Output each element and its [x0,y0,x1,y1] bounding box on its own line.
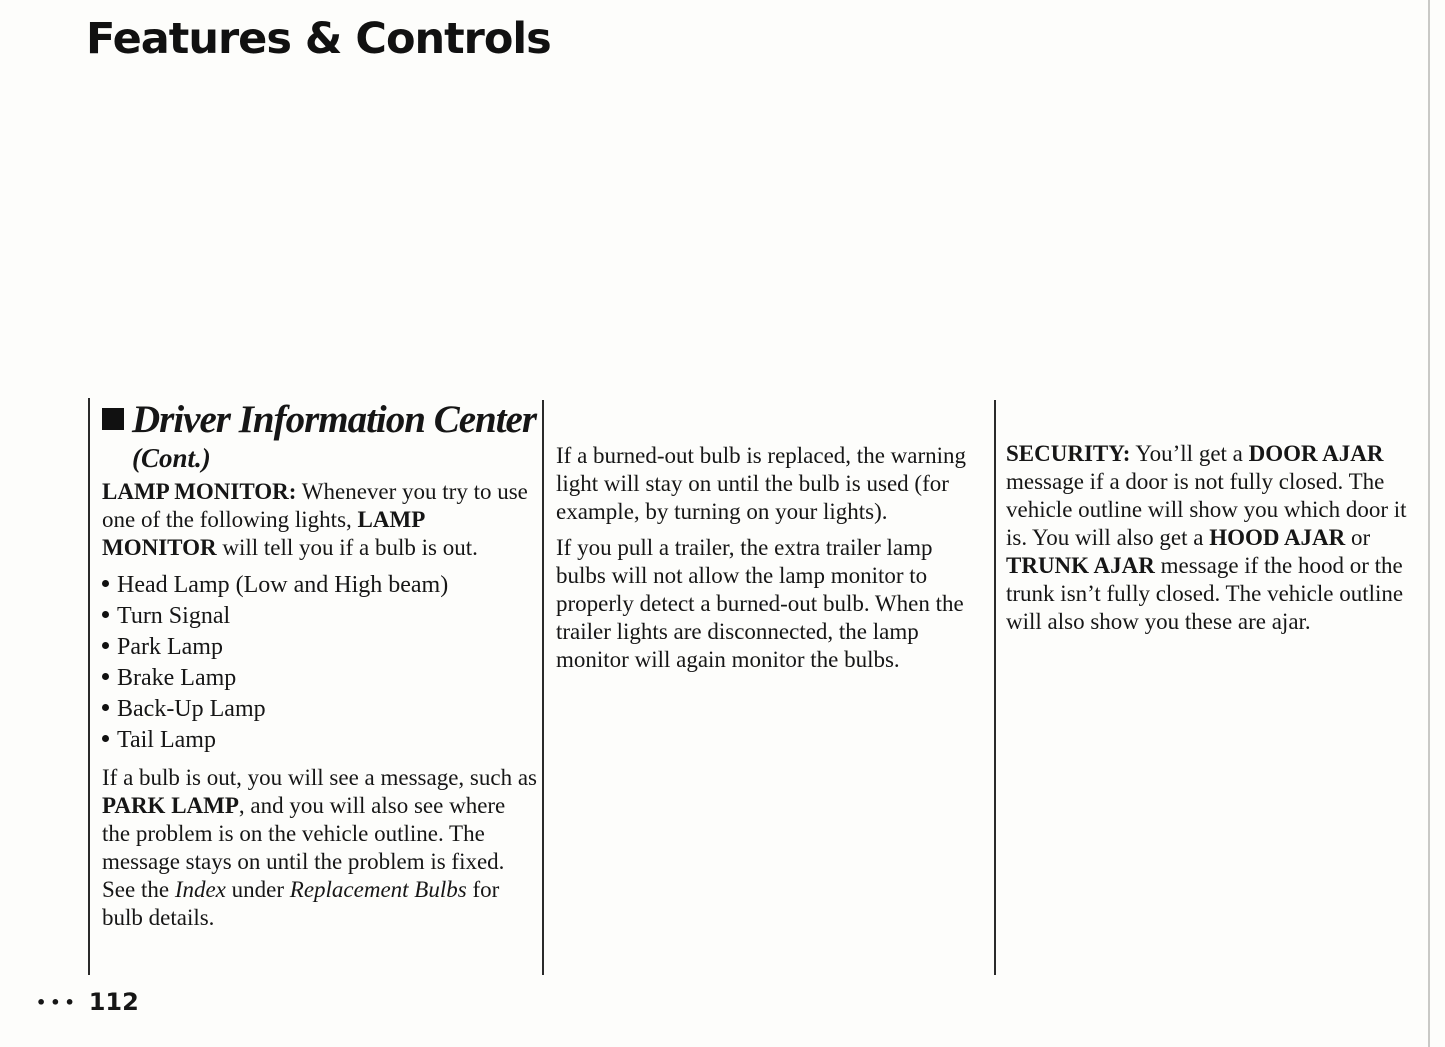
bullet-dot-icon [102,704,109,711]
column-rule-middle [542,400,544,975]
lamp-monitor-paragraph [102,478,537,562]
lamp-monitor-text-1: Whenever you try to use one of the following lights, [102,479,528,532]
bullet-dot-icon [102,580,109,587]
lamp-monitor-term: LAMP MONITOR: [102,479,297,504]
door-ajar-term: DOOR AJAR [1248,441,1384,466]
replacement-bulbs-reference: Replacement Bulbs [289,877,467,902]
bulb-out-text-1: If a bulb is out, you will see a message, such as [102,765,537,790]
list-item [102,570,537,601]
trunk-ajar-term: TRUNK AJAR [1006,553,1155,578]
list-item [102,632,537,663]
section-title-text: Driver Information Center [132,398,537,441]
section-subtitle: (Cont.) [132,443,211,473]
list-item [102,694,537,725]
page-dots-icon: ••• [36,993,79,1012]
park-lamp-term: PARK LAMP [102,793,239,818]
replaced-bulb-paragraph: If a burned-out bulb is replaced, the warning light will stay on until the bulb is used (for example, by turning on your lights). [556,443,967,524]
bulb-out-text-2: , and you will also see where the problem is on the vehicle outline. The message stays on until the problem is fixed. See the [102,793,506,902]
security-text-3: or [1345,525,1371,550]
security-text-4: message if the hood or the trunk isn’t fully closed. The vehicle outline will also show you these are ajar. [1006,553,1404,634]
index-reference: Index [174,877,226,902]
security-text-1: You’ll get a [1130,441,1249,466]
page-number [36,988,139,1016]
bulb-out-paragraph [102,764,537,932]
bullet-dot-icon [102,642,109,649]
hood-ajar-term: HOOD AJAR [1209,525,1346,550]
column-3 [1006,440,1426,644]
security-paragraph [1006,440,1426,636]
bulb-out-text-4: for bulb details. [102,877,500,930]
security-term: SECURITY: [1006,441,1131,466]
column-rule-right [994,400,996,975]
page-number-value: 112 [88,988,139,1016]
list-item-label: Turn Signal [117,603,231,629]
square-bullet-icon [102,408,124,430]
security-text-2: message if a door is not fully closed. The vehicle outline will show you which door it is. You will also get a [1006,469,1407,550]
list-item [102,663,537,694]
list-item-label: Back-Up Lamp [117,696,266,722]
lamp-monitor-term-2: LAMP MONITOR [102,507,424,560]
column-2 [556,442,981,682]
list-item [102,601,537,632]
list-item-label: Head Lamp (Low and High beam) [117,572,449,598]
column-1 [102,398,537,940]
list-item-label: Brake Lamp [117,665,237,691]
list-item-label: Park Lamp [117,634,223,660]
lamp-list [102,570,537,756]
bullet-dot-icon [102,673,109,680]
column-rule-left [88,398,90,975]
bullet-dot-icon [102,611,109,618]
page-edge [1428,0,1430,1047]
page-header-title: Features & Controls [86,14,551,64]
lamp-monitor-text-2: will tell you if a bulb is out. [216,535,478,560]
list-item [102,725,537,756]
trailer-paragraph: If you pull a trailer, the extra trailer lamp bulbs will not allow the lamp monitor to properly detect a burned-out bulb. When the trailer lights are disconnected, the lamp monitor will again monitor the bulbs. [556,535,964,672]
section-title [102,398,537,442]
bulb-out-text-3: under [225,877,290,902]
list-item-label: Tail Lamp [117,727,216,753]
bullet-dot-icon [102,735,109,742]
